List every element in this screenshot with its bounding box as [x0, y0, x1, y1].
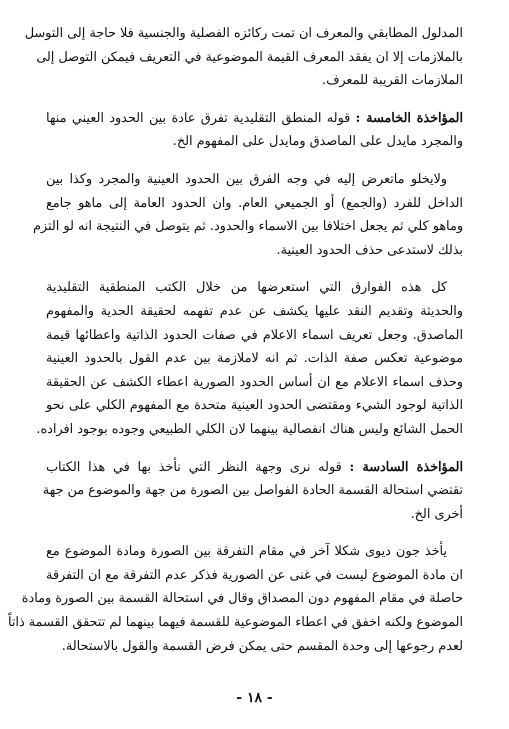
text-segment: قوله نرى وجهة النظر التي نأخذ بها في هذا الكتاب: [46, 459, 350, 475]
document-page: [7, 22, 463, 658]
text-line: الموضوع ولكنه اخفق في اعطاء الموضوعية للقسمة فيهما بينهما لم تتحقق القسمة ذاتاً: [7, 615, 463, 631]
text-line: المدلول المطابقي والمعرف ان تمت ركائزه الفصلية والجنسية فلا حاجة إلى التوسل: [24, 26, 463, 41]
paragraph-6: [7, 540, 463, 658]
page-number: - ١٨ -: [236, 690, 273, 706]
section-heading: المؤاخذة الخامسة :: [355, 110, 463, 126]
text-line: الحمل الشائع وليس هناك انفصالية بينهما لان الكلي الطبيعي وجوده بوجود افراده.: [36, 421, 463, 437]
paragraph-gap: [46, 93, 463, 107]
text-line: بذلك لاستدعى حذف الحدود العينية.: [276, 242, 463, 258]
paragraph-fifth-objection: [46, 107, 463, 154]
text-line: الداخل للفرد (والجمع) أو الجميعي العام. وان الحدود العامة إلى ماهو جامع: [46, 195, 463, 211]
paragraph-3: [33, 168, 463, 262]
paragraph-1: [24, 22, 463, 93]
text-line: لعدم رجوعها إلى وحدة المقسم حتى يمكن فرض القسمة والقول بالاستحالة.: [61, 638, 463, 654]
text-line: وحذف اسماء الاعلام مع ان أساس الحدود الصورية اعطاء الكشف عن الحقيقة: [46, 374, 463, 390]
text-line: والحديثة وتقديم النقد عليها يكشف عن عدم تفهمه لحقيقة الحدية والمفهوم: [46, 303, 463, 319]
text-segment: قوله المنطق التقليدية تفرق عادة بين الحدود العيني منها: [46, 110, 356, 126]
text-line: أخرى الخ.: [410, 506, 463, 522]
section-heading: المؤاخذة السادسة :: [349, 459, 463, 475]
paragraph-gap: [46, 154, 463, 168]
text-line: الذاتية لوجود الشيء ومقتضى الحدود العينية متحدة مع المفهوم الكلي على نحو: [46, 398, 463, 414]
paragraph-sixth-objection: [42, 456, 463, 527]
text-line: [46, 456, 463, 480]
text-line: ان مادة الموضوع ليست في غنى عن الصورية فذكر عدم التفرقة مع ان التفرقة: [46, 567, 463, 583]
text-line: ولايخلو ماتعرض إليه في وجه الفرق بين الحدود العينية والمجرد وكذا بين: [46, 171, 447, 187]
text-line: [46, 107, 463, 131]
text-line: بالملازمات إلا ان يفقد المعرف القيمة الموضوعية في التعريف فيمكن التوصل إلى: [36, 49, 463, 65]
text-line: الملازمات القريبة للمعرف.: [322, 73, 463, 89]
text-line: والمجرد مايدل على الماصدق ومايدل على المفهوم الخ.: [172, 134, 463, 150]
text-line: حاصلة في مقام المفهوم دون المصداق وقال في استحالة القسمة بين الصورة ومادة: [21, 591, 463, 607]
text-line: يأخذ جون ديوى شكلا آخر في مقام التفرقة بين الصورة ومادة الموضوع مع: [46, 544, 447, 560]
text-line: موضوعية تعكس صفة الذات. ثم انه لاملازمة بين عدم القول بالحدود العينية: [46, 351, 463, 367]
paragraph-gap: [46, 262, 463, 276]
text-line: تقتضي استحالة القسمة الحادة الفواصل بين الصورة من جهة والموضوع من جهة: [42, 483, 463, 499]
text-line: الماصدق. وجعل تعريف اسماء الاعلام في صفات الحدود الذاتية واعطائها قيمة: [46, 327, 463, 343]
paragraph-gap: [46, 526, 463, 540]
paragraph-gap: [46, 442, 463, 456]
text-line: كل هذه الفوارق التي استعرضها من خلال الكتب المنطقية التقليدية: [46, 280, 447, 296]
paragraph-4: [36, 276, 463, 441]
text-line: وماهو كلي ثم يجعل اختلافا بين الاسماء والحدود. ثم يتوصل في النتيجة انه لو التزم: [33, 219, 463, 235]
